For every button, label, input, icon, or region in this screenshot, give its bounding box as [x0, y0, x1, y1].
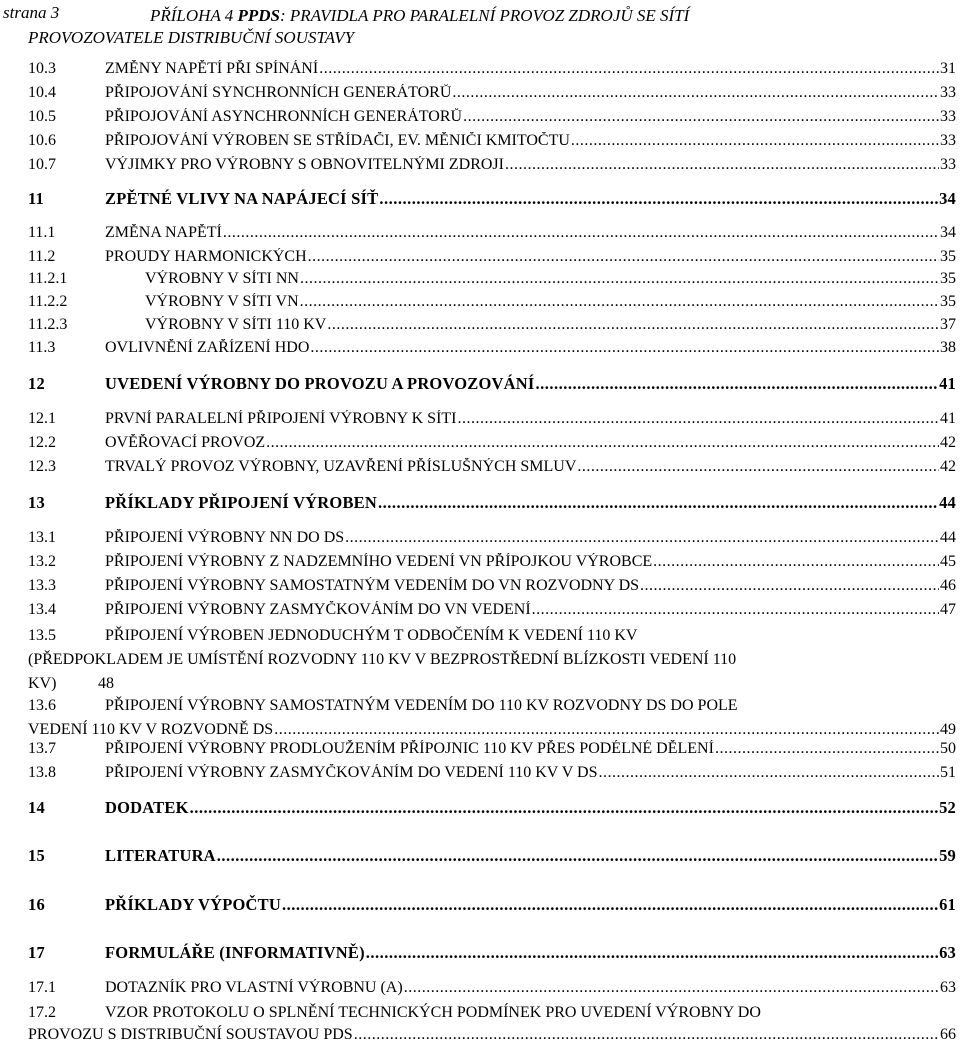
toc-title-line2: VEDENÍ 110 KV V ROZVODNĚ DS [28, 721, 274, 738]
toc-leader [505, 156, 939, 174]
toc-entry-12-3[interactable] [28, 458, 956, 484]
toc-entry-16[interactable] [28, 895, 956, 921]
toc-number: 10.3 [28, 60, 56, 77]
toc-page: 52 [939, 798, 956, 817]
toc-leader [190, 798, 938, 818]
toc-title-line3: KV) [28, 675, 57, 692]
toc-page: 34 [940, 224, 956, 241]
toc-title: PŘIPOJENÍ VÝROBNY ZASMYČKOVÁNÍM DO VN VEDENÍ [105, 601, 531, 618]
toc-number: 16 [28, 895, 45, 914]
toc-title: PŘIPOJENÍ VÝROBNY PRODLOUŽENÍM PŘÍPOJNIC 110 KV PŘES PODÉLNÉ DĚLENÍ [105, 740, 714, 757]
toc-number: 13.3 [28, 577, 56, 594]
toc-entry-13[interactable] [28, 493, 956, 519]
toc-entry-14[interactable] [28, 798, 956, 824]
toc-title: PŘIPOJENÍ VÝROBNY SAMOSTATNÝM VEDENÍM DO VN ROZVODNY DS [105, 577, 640, 594]
toc-title: VÝROBNY V SÍTI NN [145, 270, 299, 287]
toc-number: 13.7 [28, 740, 56, 757]
toc-entry-15[interactable] [28, 846, 956, 872]
toc-title: DOTAZNÍK PRO VLASTNÍ VÝROBNU (A) [105, 979, 403, 996]
toc-leader [354, 1022, 939, 1048]
toc-entry-10-4[interactable] [28, 84, 956, 110]
toc-title: PŘIPOJENÍ VÝROBNY ZASMYČKOVÁNÍM DO VEDENÍ 110 KV V DS [105, 764, 598, 781]
toc-leader [266, 434, 939, 452]
title-line1-rest: : PRAVIDLA PRO PARALELNÍ PROVOZ ZDROJŮ SE SÍTÍ [280, 6, 690, 25]
toc-entry-13-1[interactable] [28, 529, 956, 555]
toc-number: 17 [28, 943, 45, 962]
toc-entry-13-7[interactable] [28, 740, 956, 766]
toc-leader [532, 601, 939, 619]
toc-page: 51 [940, 764, 956, 781]
toc-leader [452, 84, 939, 102]
toc-page: 49 [940, 721, 956, 738]
toc-number: 11.1 [28, 224, 56, 241]
toc-title-line1: VZOR PROTOKOLU O SPLNĚNÍ TECHNICKÝCH PODMÍNEK PRO UVEDENÍ VÝROBNY DO [105, 1004, 761, 1021]
toc-entry-17-2[interactable] [28, 1000, 956, 1048]
toc-number: 17.2 [28, 1004, 56, 1021]
toc-number: 11.2.2 [28, 293, 68, 310]
toc-entry-12[interactable] [28, 374, 956, 400]
toc-page: 42 [940, 434, 956, 451]
toc-number: 11.2.3 [28, 316, 68, 333]
toc-page: 31 [940, 60, 956, 77]
toc-number: 10.5 [28, 108, 56, 125]
toc-number: 13.4 [28, 601, 56, 618]
toc-leader [282, 895, 938, 915]
toc-title: PŘIPOJENÍ VÝROBNY NN DO DS [105, 529, 345, 546]
toc-leader [715, 740, 939, 758]
toc-page: 33 [940, 132, 956, 149]
toc-number: 13.1 [28, 529, 56, 546]
toc-leader [319, 60, 939, 78]
toc-page: 42 [940, 458, 956, 475]
toc-page: 35 [940, 293, 956, 310]
toc-title: PŘIPOJOVÁNÍ SYNCHRONNÍCH GENERÁTORŮ [105, 84, 452, 101]
toc-entry-13-2[interactable] [28, 553, 956, 579]
toc-page: 45 [940, 553, 956, 570]
toc-title: PŘIPOJOVÁNÍ VÝROBEN SE STŘÍDAČI, EV. MĚNIČI KMITOČTU [105, 132, 570, 149]
toc-number: 13.8 [28, 764, 56, 781]
toc-entry-10-3[interactable] [28, 60, 956, 86]
toc-title: VÝROBNY V SÍTI 110 KV [145, 316, 327, 333]
toc-page: 44 [939, 493, 956, 512]
toc-page: 34 [939, 189, 956, 208]
toc-entry-10-5[interactable] [28, 108, 956, 134]
toc-title: PROUDY HARMONICKÝCH [105, 248, 307, 265]
toc-title-line2: PROVOZU S DISTRIBUČNÍ SOUSTAVOU PDS [28, 1026, 353, 1043]
toc-title-line1: PŘIPOJENÍ VÝROBEN JEDNODUCHÝM T ODBOČENÍM K VEDENÍ 110 KV [105, 627, 638, 644]
toc-leader [217, 846, 938, 866]
toc-title: TRVALÝ PROVOZ VÝROBNY, UZAVŘENÍ PŘÍSLUŠNÝCH SMLUV [105, 458, 577, 475]
toc-page: 46 [940, 577, 956, 594]
toc-title: VÝJIMKY PRO VÝROBNY S OBNOVITELNÝMI ZDROJI [105, 156, 504, 173]
toc-page: 38 [940, 339, 956, 356]
toc-leader [345, 529, 939, 547]
toc-entry-12-2[interactable] [28, 434, 956, 460]
toc-number: 15 [28, 846, 45, 865]
toc-page: 48 [98, 675, 114, 692]
toc-number: 12.2 [28, 434, 56, 451]
toc-title: PŘIPOJENÍ VÝROBNY Z NADZEMNÍHO VEDENÍ VN PŘÍPOJKOU VÝROBCE [105, 553, 653, 570]
toc-entry-10-6[interactable] [28, 132, 956, 158]
toc-entry-11[interactable] [28, 189, 956, 215]
toc-page: 35 [940, 270, 956, 287]
toc-entry-13-5[interactable] [28, 623, 956, 697]
toc-number: 12.3 [28, 458, 56, 475]
toc-leader [378, 493, 938, 513]
toc-page: 37 [940, 316, 956, 333]
toc-entry-13-3[interactable] [28, 577, 956, 603]
document-title [28, 5, 908, 49]
toc-page: 44 [940, 529, 956, 546]
toc-leader [640, 577, 939, 595]
toc-entry-11-1[interactable] [28, 224, 956, 250]
toc-number: 17.1 [28, 979, 56, 996]
page-header [0, 0, 960, 56]
toc-title: PRVNÍ PARALELNÍ PŘIPOJENÍ VÝROBNY K SÍTI [105, 410, 457, 427]
toc-page: 63 [940, 979, 956, 996]
page-number-label: strana 3 [3, 3, 60, 22]
toc-number: 13.5 [28, 627, 56, 644]
toc-title: UVEDENÍ VÝROBNY DO PROVOZU A PROVOZOVÁNÍ [105, 374, 535, 393]
toc-title: LITERATURA [105, 846, 216, 865]
toc-entry-11-3[interactable] [28, 339, 956, 365]
title-line2: PROVOZOVATELE DISTRIBUČNÍ SOUSTAVY [28, 28, 355, 47]
toc-leader [310, 339, 939, 357]
toc-leader [379, 189, 938, 209]
toc-number: 14 [28, 798, 45, 817]
title-abbrev: PPDS [237, 6, 281, 25]
toc-page: 47 [940, 601, 956, 618]
toc-leader [571, 132, 939, 150]
toc-title: PŘIPOJOVÁNÍ ASYNCHRONNÍCH GENERÁTORŮ [105, 108, 463, 125]
toc-page: 33 [940, 156, 956, 173]
toc-page: 59 [939, 846, 956, 865]
toc-leader [404, 979, 939, 997]
toc-title-line2: (PŘEDPOKLADEM JE UMÍSTĚNÍ ROZVODNY 110 KV V BEZPROSTŘEDNÍ BLÍZKOSTI VEDENÍ 110 [28, 651, 737, 668]
toc-page: 41 [939, 374, 956, 393]
toc-number: 13.2 [28, 553, 56, 570]
toc-leader [653, 553, 939, 571]
toc-number: 13 [28, 493, 45, 512]
toc-page: 61 [939, 895, 956, 914]
toc-leader [463, 108, 939, 126]
toc-number: 11.2 [28, 248, 56, 265]
toc-leader [366, 943, 938, 963]
toc-number: 10.7 [28, 156, 56, 173]
toc-entry-13-6[interactable] [28, 693, 956, 743]
toc-leader [300, 270, 939, 288]
toc-page: 50 [940, 740, 956, 757]
title-prefix: PŘÍLOHA 4 [150, 6, 238, 25]
toc-leader [223, 224, 939, 242]
toc-number: 11.3 [28, 339, 56, 356]
toc-entry-12-1[interactable] [28, 410, 956, 436]
toc-leader [599, 764, 940, 782]
toc-title-line1: PŘIPOJENÍ VÝROBNY SAMOSTATNÝM VEDENÍM DO 110 KV ROZVODNY DS DO POLE [105, 697, 738, 714]
toc-title: ZMĚNY NAPĚTÍ PŘI SPÍNÁNÍ [105, 60, 319, 77]
toc-title: FORMULÁŘE (INFORMATIVNĚ) [105, 943, 365, 962]
toc-entry-17[interactable] [28, 943, 956, 969]
toc-title: ZMĚNA NAPĚTÍ [105, 224, 222, 241]
toc-page: 33 [940, 84, 956, 101]
toc-leader [536, 374, 939, 394]
toc-title: VÝROBNY V SÍTI VN [145, 293, 299, 310]
toc-page: 66 [940, 1026, 956, 1043]
toc-number: 11.2.1 [28, 270, 68, 287]
toc-leader [458, 410, 940, 428]
toc-number: 12 [28, 374, 45, 393]
toc-number: 11 [28, 189, 44, 208]
toc-page: 63 [939, 943, 956, 962]
toc-page: 41 [940, 410, 956, 427]
toc-title: PŘÍKLADY PŘIPOJENÍ VÝROBEN [105, 493, 377, 512]
toc-title: ZPĚTNÉ VLIVY NA NAPÁJECÍ SÍŤ [105, 189, 379, 208]
toc-number: 12.1 [28, 410, 56, 427]
toc-leader [327, 316, 939, 334]
toc-title: OVĚŘOVACÍ PROVOZ [105, 434, 266, 451]
toc-leader [300, 293, 939, 311]
toc-number: 10.4 [28, 84, 56, 101]
toc-entry-13-8[interactable] [28, 764, 956, 790]
toc-leader [577, 458, 939, 476]
toc-number: 10.6 [28, 132, 56, 149]
toc-title: DODATEK [105, 798, 189, 817]
toc-entry-10-7[interactable] [28, 156, 956, 182]
toc-page: 35 [940, 248, 956, 265]
toc-page: 33 [940, 108, 956, 125]
toc-title: PŘÍKLADY VÝPOČTU [105, 895, 281, 914]
toc-number: 13.6 [28, 697, 56, 714]
toc-leader [308, 248, 939, 266]
toc-title: OVLIVNĚNÍ ZAŘÍZENÍ HDO [105, 339, 310, 356]
